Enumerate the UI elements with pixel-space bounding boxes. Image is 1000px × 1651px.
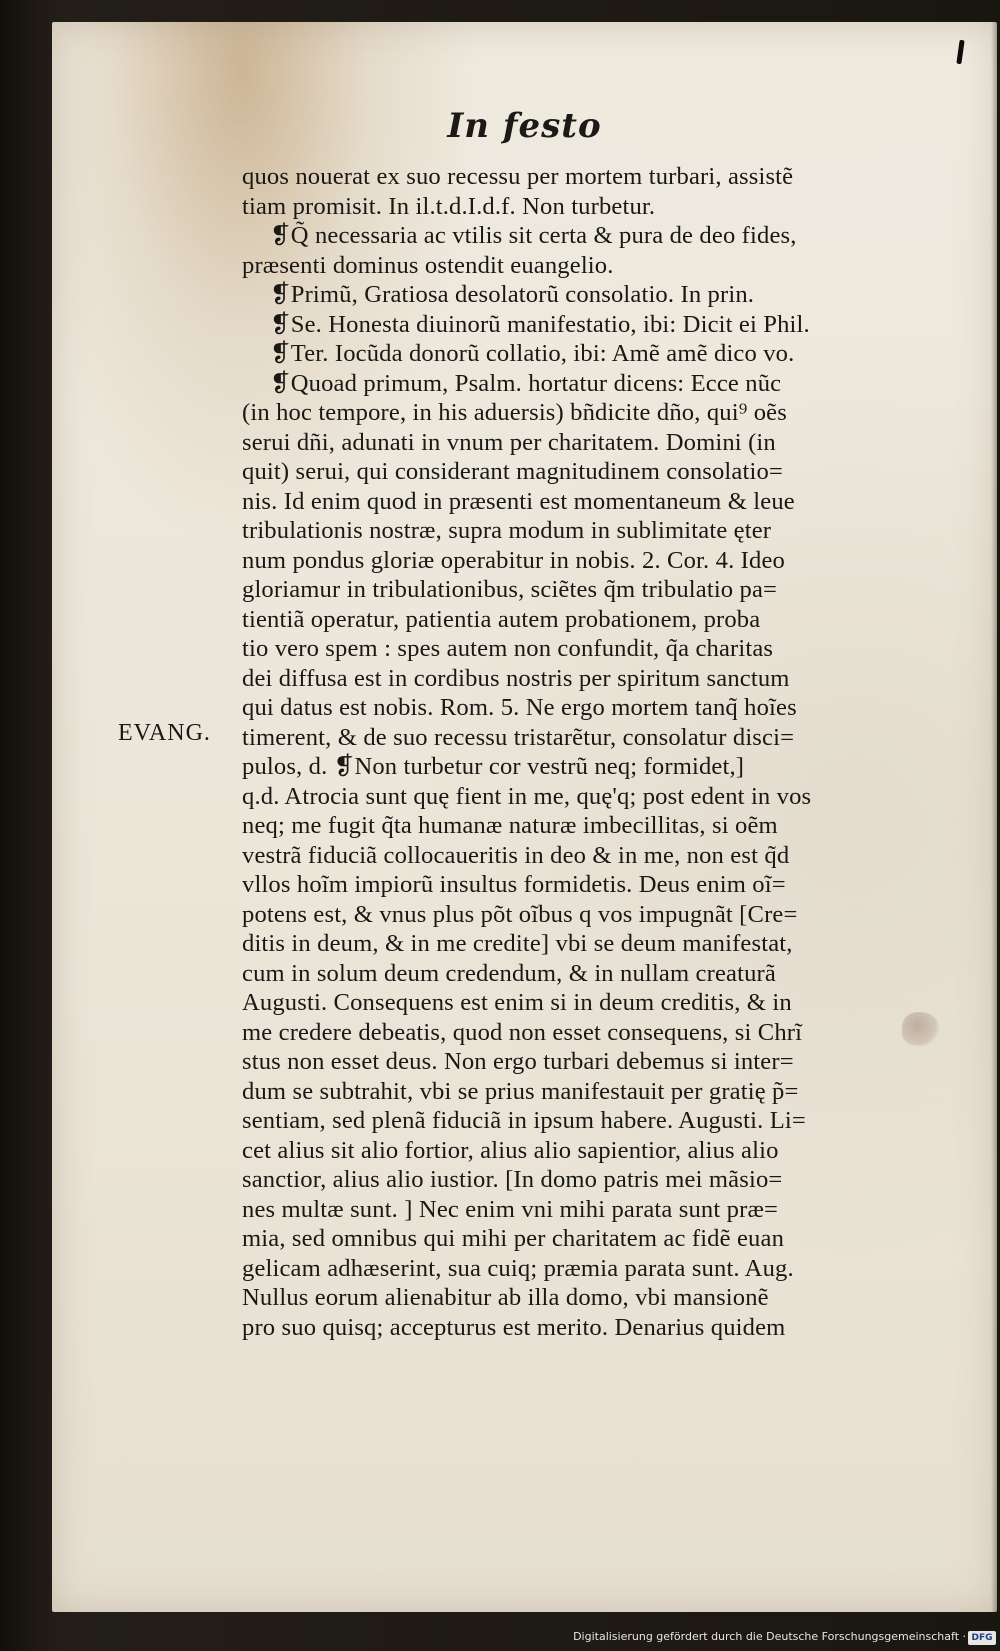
text-line: potens est, & vnus plus põt oĩbus q vos impugnãt [Cre= xyxy=(242,900,798,928)
text-line: mia, sed omnibus qui mihi per charitatem ac fidẽ euan xyxy=(242,1225,785,1252)
text-line: ❡Quoad primum, Psalm. hortatur dicens: Ecce nũc xyxy=(270,369,782,397)
book-page xyxy=(52,22,997,1612)
text-line: sentiam, sed plenã fiduciã in ipsum habere. Augusti. Li= xyxy=(242,1107,806,1134)
dfg-logo: DFG xyxy=(968,1631,996,1645)
text-line: num pondus gloriæ operabitur in nobis. 2. Cor. 4. Ideo xyxy=(242,546,785,574)
text-line: (in hoc tempore, in his aduersis) bñdicite dño, qui⁹ oẽs xyxy=(242,399,787,426)
text-line: ditis in deum, & in me credite] vbi se deum manifestat, xyxy=(242,930,793,957)
text-line: pro suo quisq; accepturus est merito. Denarius quidem xyxy=(242,1313,786,1341)
text-line: nes multæ sunt. ] Nec enim vni mihi parata sunt præ= xyxy=(242,1195,779,1223)
text-line: gloriamur in tribulationibus, sciẽtes q̃m tribulatio pa= xyxy=(242,576,778,603)
text-line: neq; me fugit q̃ta humanæ naturæ imbecillitas, si oẽm xyxy=(242,812,778,839)
text-line: pulos, d. ❡Non turbetur cor vestrũ neq; formidet,] xyxy=(242,753,745,780)
text-line: timerent, & de suo recessu tristarẽtur, consolatur disci= xyxy=(242,723,795,751)
text-line: ❡Primũ, Gratiosa desolatorũ consolatio. In prin. xyxy=(270,281,755,308)
text-line: nis. Id enim quod in præsenti est momentaneum & leue xyxy=(242,487,795,515)
page-edge-shadow xyxy=(991,22,997,1612)
running-header: In festo xyxy=(447,106,602,146)
margin-note: EVANG. xyxy=(118,720,211,746)
text-line: dum se subtrahit, vbi se prius manifestauit per gratię p̃= xyxy=(242,1077,799,1105)
text-line: Nullus eorum alienabitur ab illa domo, vbi mansionẽ xyxy=(242,1284,769,1311)
text-line: quos nouerat ex suo recessu per mortem turbari, assistẽ xyxy=(242,163,794,190)
text-line: cum in solum deum credendum, & in nullam creaturã xyxy=(242,959,776,987)
ink-blot xyxy=(902,1012,940,1046)
text-line: vestrã fiduciã collocaueritis in deo & in me, non est q̃d xyxy=(242,841,790,869)
text-line: q.d. Atrocia sunt quę fient in me, quę'q; post edent in vos xyxy=(242,782,812,810)
text-line: stus non esset deus. Non ergo turbari debemus si inter= xyxy=(242,1048,794,1075)
text-line: tio vero spem : spes autem non confundit, q̃a charitas xyxy=(242,635,774,662)
ink-mark xyxy=(956,40,964,64)
text-line: vllos hoĩm impiorũ insultus formidetis. Deus enim oĩ= xyxy=(242,871,786,898)
text-line: tientiã operatur, patientia autem probationem, proba xyxy=(242,605,761,633)
text-line: quit) serui, qui considerant magnitudinem consolatio= xyxy=(242,458,783,485)
text-line: me credere debeatis, quod non esset consequens, si Chrĩ xyxy=(242,1018,803,1046)
digitization-credit: Digitalisierung gefördert durch die Deutsche Forschungsgemeinschaft · xyxy=(573,1630,966,1643)
text-line: dei diffusa est in cordibus nostris per spiritum sanctum xyxy=(242,664,790,692)
text-line: sanctior, alius alio iustior. [In domo patris mei mãsio= xyxy=(242,1166,783,1193)
text-line: ❡Q̃ necessaria ac vtilis sit certa & pura de deo fides, xyxy=(270,222,797,249)
body-text xyxy=(242,162,962,1342)
text-line: qui datus est nobis. Rom. 5. Ne ergo mortem tanq̃ hoĩes xyxy=(242,694,797,721)
text-line: gelicam adhæserint, sua cuiq; præmia parata sunt. Aug. xyxy=(242,1254,794,1282)
text-line: præsenti dominus ostendit euangelio. xyxy=(242,251,614,279)
text-line: tiam promisit. In il.t.d.I.d.f. Non turbetur. xyxy=(242,192,656,220)
text-line: serui dñi, adunati in vnum per charitatem. Domini (in xyxy=(242,428,776,456)
text-line: Augusti. Consequens est enim si in deum creditis, & in xyxy=(242,989,792,1016)
text-line: cet alius sit alio fortior, alius alio sapientior, alius alio xyxy=(242,1136,779,1164)
text-line: ❡Ter. Iocũda donorũ collatio, ibi: Amẽ amẽ dico vo. xyxy=(270,340,795,367)
text-line: ❡Se. Honesta diuinorũ manifestatio, ibi: Dicit ei Phil. xyxy=(270,310,810,338)
text-line: tribulationis nostræ, supra modum in sublimitate ęter xyxy=(242,517,772,544)
